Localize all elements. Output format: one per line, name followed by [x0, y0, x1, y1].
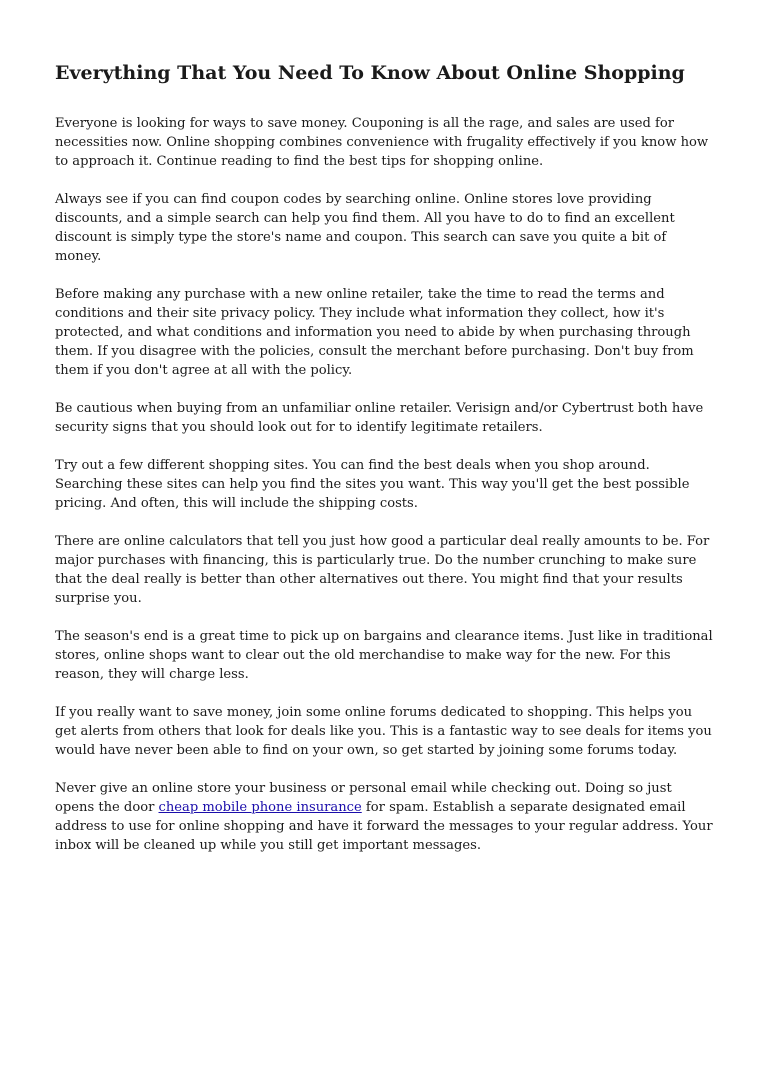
- insurance-link[interactable]: cheap mobile phone insurance: [158, 800, 362, 815]
- paragraph-5: Try out a few different shopping sites. You can find the best deals when you shop around. Searching these sites can help you find the sites you want. This way you'll get the best possible pricing. And often, this will include the shipping costs.: [55, 458, 690, 511]
- paragraph-1: Everyone is looking for ways to save money. Couponing is all the rage, and sales are used for necessities now. Online shopping combines convenience with frugality effectively if you know how to approach it. Continue reading to find the best tips for shopping online.: [55, 116, 709, 169]
- paragraph-3: Before making any purchase with a new online retailer, take the time to read the terms and conditions and their site privacy policy. They include what information they collect, how it's protected, and what conditions and information you need to abide by when purchasing through them. If you disagree with the policies, consult the merchant before purchasing. Don't buy from them if you don't agree at all with the policy.: [55, 287, 694, 378]
- document-page: [55, 58, 715, 874]
- paragraph-7: The season's end is a great time to pick up on bargains and clearance items. Just like in traditional stores, online shops want to clear out the old merchandise to make way for the new. For this reason, they will charge less.: [55, 629, 713, 682]
- paragraph-4: Be cautious when buying from an unfamiliar online retailer. Verisign and/or Cybertrust both have security signs that you should look out for to identify legitimate retailers.: [55, 401, 704, 435]
- paragraph-2: Always see if you can find coupon codes by searching online. Online stores love providing discounts, and a simple search can help you find them. All you have to do to find an excellent discount is simply type the store's name and coupon. This search can save you quite a bit of money.: [55, 192, 675, 264]
- page-title: Everything That You Need To Know About Online Shopping: [55, 62, 685, 84]
- paragraph-6: There are online calculators that tell you just how good a particular deal really amounts to be. For major purchases with financing, this is particularly true. Do the number crunching to make sure that the deal really is better than other alternatives out there. You might find that your results surprise you.: [55, 534, 710, 606]
- paragraph-9-text-after-link: for spam. Establish a separate designated email address to use for online shopping and have it forward the messages to your regular address. Your inbox will be cleaned up while you still get important messages.: [55, 800, 713, 853]
- paragraph-9-text-before-link: Never give an online store your business or personal email while checking out. Doing so just opens the door: [55, 781, 672, 815]
- paragraph-8: If you really want to save money, join some online forums dedicated to shopping. This helps you get alerts from others that look for deals like you. This is a fantastic way to see deals for items you would have never been able to find on your own, so get started by joining some forums today.: [55, 705, 712, 758]
- paragraph-9: [55, 779, 715, 855]
